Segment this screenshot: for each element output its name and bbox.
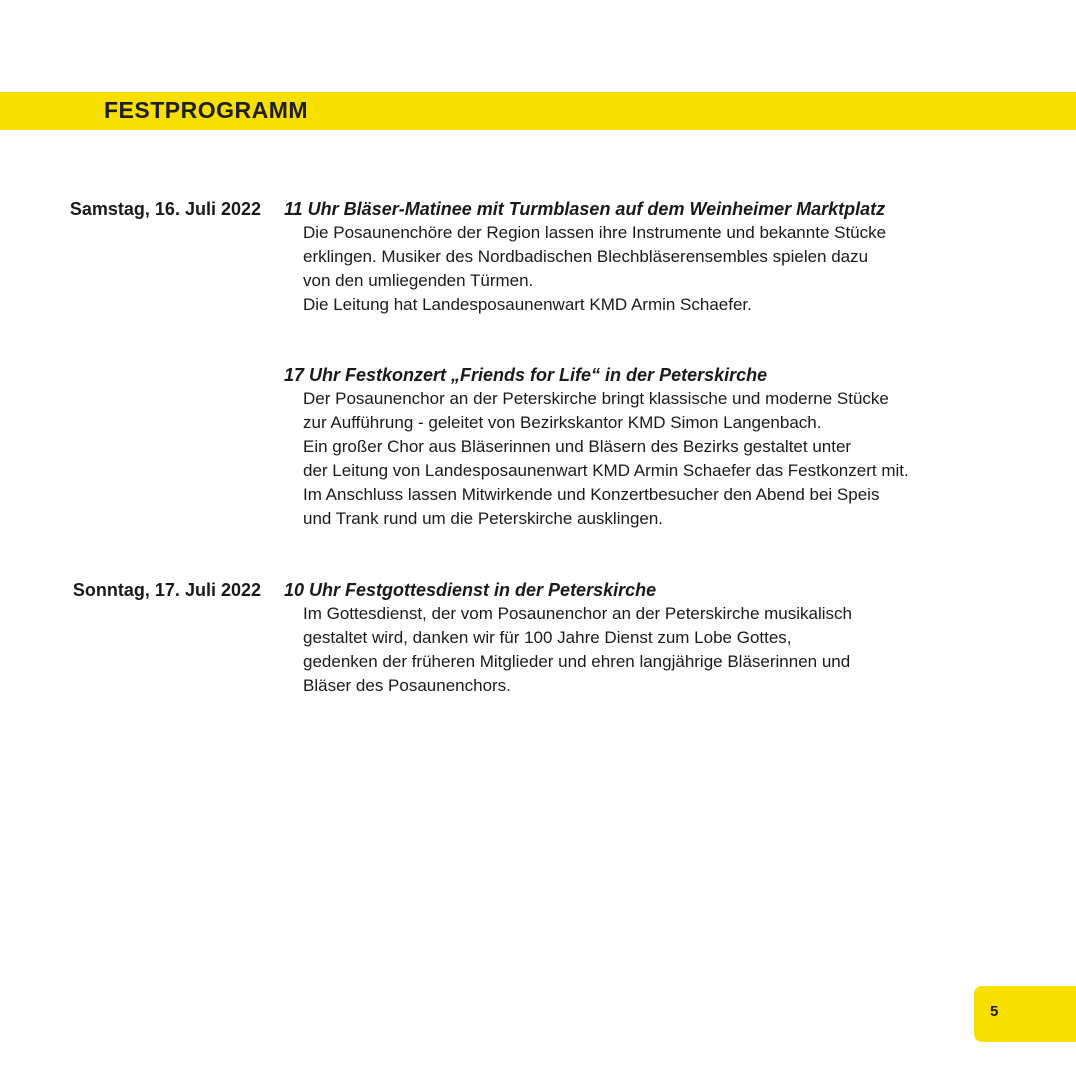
event-line: Bläser des Posaunenchors. bbox=[303, 676, 511, 695]
event-title: 10 Uhr Festgottesdienst in der Peterskirche bbox=[284, 580, 657, 600]
event-line: zur Aufführung - geleitet von Bezirkskantor KMD Simon Langenbach. bbox=[303, 413, 822, 432]
event-description bbox=[303, 221, 1044, 317]
event-line: Die Posaunenchöre der Region lassen ihre Instrumente und bekannte Stücke bbox=[303, 223, 887, 242]
event-title: 17 Uhr Festkonzert „Friends for Life“ in der Peterskirche bbox=[284, 365, 768, 385]
event-description bbox=[303, 602, 1044, 698]
event-line: gedenken der früheren Mitglieder und ehren langjährige Bläserinnen und bbox=[303, 652, 851, 671]
event-line: der Leitung von Landesposaunenwart KMD Armin Schaefer das Festkonzert mit. bbox=[303, 461, 909, 480]
event-line: Im Anschluss lassen Mitwirkende und Konzertbesucher den Abend bei Speis bbox=[303, 485, 880, 504]
header-band bbox=[0, 92, 1076, 130]
event-line: erklingen. Musiker des Nordbadischen Blechbläserensembles spielen dazu bbox=[303, 247, 869, 266]
day-label: Sonntag, 17. Juli 2022 bbox=[72, 580, 261, 600]
event-matinee bbox=[284, 197, 1044, 317]
event-description bbox=[303, 387, 1044, 531]
page-number: 5 bbox=[990, 1003, 999, 1020]
event-line: Im Gottesdienst, der vom Posaunenchor an der Peterskirche musikalisch bbox=[303, 604, 852, 623]
event-line: von den umliegenden Türmen. bbox=[303, 271, 534, 290]
page-number-tab bbox=[974, 986, 1076, 1042]
event-title: 11 Uhr Bläser-Matinee mit Turmblasen auf dem Weinheimer Marktplatz bbox=[284, 199, 886, 219]
event-line: Der Posaunenchor an der Peterskirche bringt klassische und moderne Stücke bbox=[303, 389, 889, 408]
event-festgottesdienst bbox=[284, 578, 1044, 698]
day-label: Samstag, 16. Juli 2022 bbox=[69, 199, 261, 219]
page-title: FESTPROGRAMM bbox=[104, 97, 309, 123]
event-line: gestaltet wird, danken wir für 100 Jahre Dienst zum Lobe Gottes, bbox=[303, 628, 792, 647]
event-line: und Trank rund um die Peterskirche ausklingen. bbox=[303, 509, 664, 528]
event-line: Ein großer Chor aus Bläserinnen und Bläsern des Bezirks gestaltet unter bbox=[303, 437, 852, 456]
event-festkonzert bbox=[284, 363, 1044, 531]
event-line: Die Leitung hat Landesposaunenwart KMD Armin Schaefer. bbox=[303, 295, 752, 314]
